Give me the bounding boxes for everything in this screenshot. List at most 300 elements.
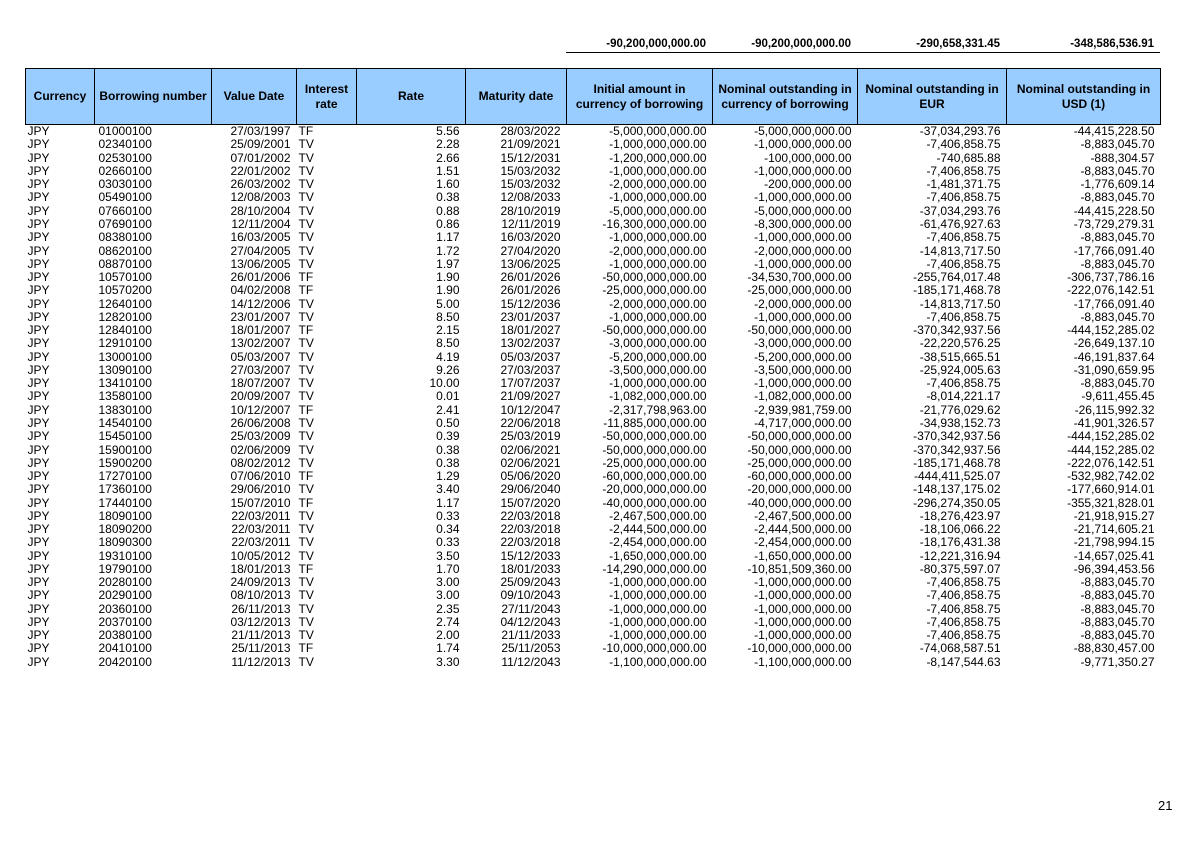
cell-currency: JPY <box>27 323 50 338</box>
cell-nominal-outstanding-usd: -21,714,605.21 <box>1073 522 1155 537</box>
cell-nominal-outstanding-usd: -21,918,915.27 <box>1073 509 1155 523</box>
cell-nominal-outstanding-eur: -7,406,858.75 <box>926 191 1001 205</box>
cell-nominal-outstanding-eur: -7,406,858.75 <box>926 602 1001 616</box>
cell-currency: JPY <box>27 443 50 457</box>
cell-currency: JPY <box>27 270 50 285</box>
table-row <box>26 616 1161 629</box>
page-number: 21 <box>1158 798 1173 813</box>
table-row <box>26 603 1161 616</box>
cell-initial-amount: -50,000,000,000.00 <box>602 323 707 338</box>
cell-interest-rate: TV <box>298 522 314 537</box>
cell-nominal-outstanding-currency: -2,467,500,000.00 <box>754 509 852 523</box>
cell-nominal-outstanding-usd: -8,883,045.70 <box>1080 191 1155 205</box>
cell-rate: 4.19 <box>436 350 460 364</box>
cell-nominal-outstanding-eur: -370,342,937.56 <box>913 323 1001 338</box>
cell-interest-rate: TV <box>298 297 314 311</box>
table-row <box>26 165 1161 178</box>
table-row <box>26 125 1161 139</box>
cell-borrowing-number: 08870100 <box>98 257 152 271</box>
cell-borrowing-number: 12640100 <box>98 297 152 311</box>
cell-currency: JPY <box>27 522 50 537</box>
cell-value-date: 26/06/2008 <box>230 416 291 430</box>
cell-currency: JPY <box>27 191 50 205</box>
cell-interest-rate: TF <box>298 124 314 139</box>
table-row <box>26 510 1161 523</box>
cell-initial-amount: -1,000,000,000.00 <box>609 138 707 152</box>
table-row <box>26 191 1161 204</box>
cell-nominal-outstanding-eur: -7,406,858.75 <box>926 164 1001 178</box>
cell-currency: JPY <box>27 483 50 497</box>
cell-initial-amount: -2,317,798,963.00 <box>609 403 707 417</box>
cell-rate: 1.60 <box>436 178 460 192</box>
cell-value-date: 29/06/2010 <box>230 483 291 497</box>
cell-maturity-date: 22/03/2018 <box>500 509 561 523</box>
cell-nominal-outstanding-usd: -444,152,285.02 <box>1067 443 1155 457</box>
col-header-borrowing-number: Borrowing number <box>95 69 212 125</box>
cell-rate: 1.17 <box>436 231 460 245</box>
cell-currency: JPY <box>27 576 50 590</box>
cell-interest-rate: TF <box>298 403 314 417</box>
cell-maturity-date: 13/06/2025 <box>500 257 561 271</box>
cell-currency: JPY <box>27 377 50 391</box>
cell-value-date: 20/09/2007 <box>230 390 291 404</box>
cell-nominal-outstanding-usd: -8,883,045.70 <box>1080 602 1155 616</box>
cell-initial-amount: -60,000,000,000.00 <box>602 469 707 484</box>
cell-value-date: 08/10/2013 <box>230 589 291 603</box>
borrowings-table <box>25 68 1161 669</box>
cell-value-date: 10/12/2007 <box>230 403 291 417</box>
cell-nominal-outstanding-eur: -7,406,858.75 <box>926 231 1001 245</box>
cell-maturity-date: 05/03/2037 <box>500 350 561 364</box>
cell-initial-amount: -20,000,000,000.00 <box>602 483 707 497</box>
cell-rate: 1.74 <box>436 642 460 656</box>
cell-currency: JPY <box>27 536 50 550</box>
cell-nominal-outstanding-currency: -1,000,000,000.00 <box>754 615 852 629</box>
cell-interest-rate: TV <box>298 430 314 444</box>
col-header-currency: Currency <box>26 69 95 125</box>
cell-currency: JPY <box>27 390 50 404</box>
table-row <box>26 324 1161 337</box>
cell-nominal-outstanding-eur: -1,481,371.75 <box>926 178 1001 192</box>
cell-currency: JPY <box>27 416 50 430</box>
cell-maturity-date: 18/01/2033 <box>500 562 561 576</box>
cell-maturity-date: 26/01/2026 <box>500 270 561 285</box>
table-row <box>26 152 1161 165</box>
cell-initial-amount: -2,000,000,000.00 <box>609 178 707 192</box>
table-row <box>26 443 1161 456</box>
table-row <box>26 297 1161 310</box>
cell-currency: JPY <box>27 562 50 576</box>
cell-nominal-outstanding-usd: -8,883,045.70 <box>1080 615 1155 629</box>
cell-rate: 1.72 <box>436 244 460 258</box>
cell-nominal-outstanding-usd: -8,883,045.70 <box>1080 310 1155 324</box>
cell-nominal-outstanding-eur: -22,220,576.25 <box>919 337 1001 351</box>
cell-rate: 5.56 <box>436 124 460 139</box>
cell-borrowing-number: 01000100 <box>98 124 152 139</box>
cell-interest-rate: TV <box>298 602 314 616</box>
cell-currency: JPY <box>27 602 50 616</box>
cell-currency: JPY <box>27 164 50 178</box>
col-header-value-date: Value Date <box>212 69 297 125</box>
cell-nominal-outstanding-currency: -2,454,000,000.00 <box>754 536 852 550</box>
cell-rate: 0.01 <box>436 390 460 404</box>
cell-maturity-date: 13/02/2037 <box>500 337 561 351</box>
cell-initial-amount: -2,467,500,000.00 <box>609 509 707 523</box>
table-row <box>26 364 1161 377</box>
cell-initial-amount: -50,000,000,000.00 <box>602 270 707 285</box>
cell-nominal-outstanding-currency: -50,000,000,000.00 <box>747 443 852 457</box>
cell-maturity-date: 28/10/2019 <box>500 204 561 218</box>
cell-nominal-outstanding-eur: -18,276,423.97 <box>919 509 1001 523</box>
cell-interest-rate: TV <box>298 191 314 205</box>
cell-nominal-outstanding-eur: -34,938,152.73 <box>919 416 1001 430</box>
cell-nominal-outstanding-eur: -18,106,066.22 <box>919 522 1001 537</box>
cell-nominal-outstanding-usd: -8,883,045.70 <box>1080 377 1155 391</box>
cell-initial-amount: -1,000,000,000.00 <box>609 602 707 616</box>
cell-maturity-date: 22/06/2018 <box>500 416 561 430</box>
cell-interest-rate: TV <box>298 231 314 245</box>
cell-nominal-outstanding-currency: -2,939,981,759.00 <box>754 403 852 417</box>
cell-value-date: 22/01/2002 <box>230 164 291 178</box>
cell-rate: 2.35 <box>436 602 460 616</box>
cell-initial-amount: -5,000,000,000.00 <box>609 124 707 139</box>
cell-nominal-outstanding-eur: -7,406,858.75 <box>926 310 1001 324</box>
cell-initial-amount: -3,000,000,000.00 <box>609 337 707 351</box>
cell-nominal-outstanding-eur: -185,171,468.78 <box>913 456 1001 470</box>
cell-currency: JPY <box>27 257 50 271</box>
cell-nominal-outstanding-eur: -14,813,717.50 <box>919 244 1001 258</box>
cell-nominal-outstanding-usd: -9,771,350.27 <box>1080 655 1155 669</box>
cell-initial-amount: -5,000,000,000.00 <box>609 204 707 218</box>
cell-borrowing-number: 15900100 <box>98 443 152 457</box>
cell-nominal-outstanding-currency: -8,300,000,000.00 <box>754 217 852 231</box>
cell-interest-rate: TV <box>298 310 314 324</box>
cell-borrowing-number: 20370100 <box>98 615 152 629</box>
cell-nominal-outstanding-eur: -370,342,937.56 <box>913 430 1001 444</box>
cell-maturity-date: 27/04/2020 <box>500 244 561 258</box>
cell-borrowing-number: 20360100 <box>98 602 152 616</box>
cell-value-date: 27/03/1997 <box>230 124 291 139</box>
cell-interest-rate: TV <box>298 576 314 590</box>
cell-initial-amount: -1,082,000,000.00 <box>609 390 707 404</box>
cell-nominal-outstanding-eur: -185,171,468.78 <box>913 284 1001 298</box>
cell-borrowing-number: 17360100 <box>98 483 152 497</box>
cell-nominal-outstanding-currency: -2,444,500,000.00 <box>754 522 852 537</box>
cell-initial-amount: -1,100,000,000.00 <box>609 655 707 669</box>
cell-interest-rate: TF <box>298 642 314 656</box>
cell-rate: 2.28 <box>436 138 460 152</box>
cell-initial-amount: -14,290,000,000.00 <box>602 562 707 576</box>
cell-interest-rate: TV <box>298 416 314 430</box>
cell-nominal-outstanding-eur: -80,375,597.07 <box>919 562 1001 576</box>
cell-maturity-date: 05/06/2020 <box>500 469 561 484</box>
cell-nominal-outstanding-usd: -44,415,228.50 <box>1073 124 1155 139</box>
table-row <box>26 642 1161 655</box>
table-row <box>26 536 1161 549</box>
table-row <box>26 404 1161 417</box>
table-row <box>26 351 1161 364</box>
cell-borrowing-number: 08620100 <box>98 244 152 258</box>
cell-nominal-outstanding-eur: -7,406,858.75 <box>926 615 1001 629</box>
cell-borrowing-number: 13410100 <box>98 377 152 391</box>
cell-nominal-outstanding-currency: -40,000,000,000.00 <box>747 496 852 510</box>
cell-nominal-outstanding-eur: -148,137,175.02 <box>913 483 1001 497</box>
cell-initial-amount: -1,200,000,000.00 <box>609 151 707 165</box>
cell-currency: JPY <box>27 178 50 192</box>
cell-maturity-date: 25/09/2043 <box>500 576 561 590</box>
cell-nominal-outstanding-usd: -8,883,045.70 <box>1080 576 1155 590</box>
cell-maturity-date: 27/03/2037 <box>500 363 561 377</box>
cell-currency: JPY <box>27 655 50 669</box>
cell-rate: 0.33 <box>436 536 460 550</box>
cell-initial-amount: -1,000,000,000.00 <box>609 629 707 643</box>
cell-rate: 3.00 <box>436 576 460 590</box>
cell-maturity-date: 21/09/2027 <box>500 390 561 404</box>
cell-value-date: 16/03/2005 <box>230 231 291 245</box>
cell-borrowing-number: 03030100 <box>98 178 152 192</box>
cell-rate: 0.39 <box>436 430 460 444</box>
cell-maturity-date: 10/12/2047 <box>500 403 561 417</box>
cell-nominal-outstanding-usd: -444,152,285.02 <box>1067 430 1155 444</box>
cell-nominal-outstanding-usd: -532,982,742.02 <box>1067 469 1155 484</box>
table-row <box>26 430 1161 443</box>
cell-rate: 0.33 <box>436 509 460 523</box>
cell-interest-rate: TV <box>298 655 314 669</box>
cell-interest-rate: TV <box>298 456 314 470</box>
cell-rate: 9.26 <box>436 363 460 377</box>
cell-initial-amount: -2,444,500,000.00 <box>609 522 707 537</box>
cell-rate: 0.34 <box>436 522 460 537</box>
cell-initial-amount: -11,885,000,000.00 <box>603 416 707 430</box>
cell-nominal-outstanding-usd: -8,883,045.70 <box>1080 164 1155 178</box>
cell-borrowing-number: 02530100 <box>98 151 152 165</box>
cell-borrowing-number: 13830100 <box>98 403 152 417</box>
cell-interest-rate: TV <box>298 589 314 603</box>
table-row <box>26 417 1161 430</box>
cell-interest-rate: TF <box>298 270 314 285</box>
cell-rate: 1.70 <box>436 562 460 576</box>
table-row <box>26 258 1161 271</box>
table-row <box>26 457 1161 470</box>
cell-initial-amount: -1,000,000,000.00 <box>609 377 707 391</box>
cell-currency: JPY <box>27 496 50 510</box>
cell-currency: JPY <box>27 138 50 152</box>
cell-nominal-outstanding-currency: -2,000,000,000.00 <box>754 244 852 258</box>
cell-interest-rate: TF <box>298 323 314 338</box>
cell-value-date: 11/12/2013 <box>231 655 291 669</box>
cell-maturity-date: 15/03/2032 <box>500 178 561 192</box>
col-header-nominal-outstanding-currency: Nominal outstanding in currency of borrowing <box>713 69 858 125</box>
cell-initial-amount: -1,000,000,000.00 <box>609 191 707 205</box>
table-row <box>26 576 1161 589</box>
cell-nominal-outstanding-currency: -5,000,000,000.00 <box>754 204 852 218</box>
cell-value-date: 12/11/2004 <box>231 217 291 231</box>
cell-interest-rate: TV <box>298 350 314 364</box>
table-row <box>26 218 1161 231</box>
cell-borrowing-number: 15450100 <box>98 430 152 444</box>
col-header-nominal-outstanding-usd: Nominal outstanding in USD (1) <box>1007 69 1161 125</box>
cell-borrowing-number: 14540100 <box>98 416 152 430</box>
table-row <box>26 470 1161 483</box>
cell-value-date: 26/01/2006 <box>230 270 291 285</box>
cell-nominal-outstanding-currency: -10,851,509,360.00 <box>747 562 852 576</box>
cell-nominal-outstanding-eur: -8,147,544.63 <box>926 655 1001 669</box>
cell-nominal-outstanding-usd: -306,737,786.16 <box>1067 270 1155 285</box>
cell-value-date: 07/01/2002 <box>230 151 291 165</box>
cell-currency: JPY <box>27 204 50 218</box>
cell-nominal-outstanding-currency: -5,200,000,000.00 <box>754 350 852 364</box>
cell-maturity-date: 09/10/2043 <box>500 589 561 603</box>
cell-nominal-outstanding-currency: -100,000,000.00 <box>764 151 852 165</box>
cell-maturity-date: 22/03/2018 <box>500 536 561 550</box>
cell-value-date: 22/03/2011 <box>231 536 291 550</box>
cell-value-date: 15/07/2010 <box>230 496 291 510</box>
cell-nominal-outstanding-eur: -25,924,005.63 <box>919 363 1001 377</box>
cell-interest-rate: TV <box>298 629 314 643</box>
cell-nominal-outstanding-currency: -200,000,000.00 <box>764 178 852 192</box>
cell-nominal-outstanding-currency: -1,000,000,000.00 <box>754 231 852 245</box>
cell-initial-amount: -2,454,000,000.00 <box>609 536 707 550</box>
table-row <box>26 390 1161 403</box>
cell-nominal-outstanding-currency: -1,000,000,000.00 <box>754 191 852 205</box>
cell-nominal-outstanding-currency: -1,000,000,000.00 <box>754 602 852 616</box>
cell-rate: 3.30 <box>436 655 460 669</box>
cell-rate: 2.15 <box>436 323 460 338</box>
cell-interest-rate: TF <box>298 562 314 576</box>
cell-value-date: 24/09/2013 <box>230 576 291 590</box>
cell-maturity-date: 15/12/2033 <box>500 549 561 563</box>
cell-borrowing-number: 08380100 <box>98 231 152 245</box>
cell-interest-rate: TV <box>298 377 314 391</box>
cell-maturity-date: 02/06/2021 <box>500 456 561 470</box>
cell-nominal-outstanding-usd: -26,649,137.10 <box>1073 337 1155 351</box>
cell-value-date: 12/08/2003 <box>230 191 291 205</box>
cell-borrowing-number: 02340100 <box>98 138 152 152</box>
cell-value-date: 25/09/2001 <box>230 138 291 152</box>
cell-borrowing-number: 15900200 <box>98 456 152 470</box>
totals-table <box>566 36 1160 53</box>
cell-currency: JPY <box>27 642 50 656</box>
cell-initial-amount: -3,500,000,000.00 <box>609 363 707 377</box>
cell-currency: JPY <box>27 629 50 643</box>
cell-value-date: 07/06/2010 <box>230 469 291 484</box>
cell-value-date: 26/11/2013 <box>231 602 291 616</box>
cell-nominal-outstanding-usd: -14,657,025.41 <box>1073 549 1155 563</box>
cell-nominal-outstanding-usd: -8,883,045.70 <box>1080 231 1155 245</box>
cell-initial-amount: -1,000,000,000.00 <box>609 589 707 603</box>
cell-interest-rate: TF <box>298 496 314 510</box>
cell-currency: JPY <box>27 337 50 351</box>
table-row <box>26 550 1161 563</box>
cell-maturity-date: 23/01/2037 <box>500 310 561 324</box>
cell-value-date: 27/04/2005 <box>230 244 291 258</box>
cell-interest-rate: TV <box>298 244 314 258</box>
cell-rate: 2.41 <box>436 403 460 417</box>
cell-currency: JPY <box>27 430 50 444</box>
cell-nominal-outstanding-usd: -46,191,837.64 <box>1073 350 1155 364</box>
cell-borrowing-number: 20410100 <box>98 642 152 656</box>
cell-value-date: 25/11/2013 <box>231 642 291 656</box>
cell-nominal-outstanding-currency: -1,100,000,000.00 <box>754 655 852 669</box>
cell-nominal-outstanding-eur: -37,034,293.76 <box>919 204 1001 218</box>
cell-nominal-outstanding-usd: -88,830,457.00 <box>1073 642 1155 656</box>
cell-nominal-outstanding-currency: -25,000,000,000.00 <box>747 284 852 298</box>
cell-borrowing-number: 13580100 <box>98 390 152 404</box>
table-row <box>26 244 1161 257</box>
cell-nominal-outstanding-usd: -444,152,285.02 <box>1067 323 1155 338</box>
total-nominal-outstanding-currency: -90,200,000,000.00 <box>712 36 857 53</box>
cell-nominal-outstanding-currency: -50,000,000,000.00 <box>747 323 852 338</box>
cell-nominal-outstanding-eur: -740,685.88 <box>936 151 1001 165</box>
cell-nominal-outstanding-eur: -21,776,029.62 <box>919 403 1001 417</box>
cell-initial-amount: -50,000,000,000.00 <box>602 443 707 457</box>
cell-borrowing-number: 18090200 <box>98 522 152 537</box>
cell-interest-rate: TV <box>298 390 314 404</box>
total-nominal-outstanding-eur: -290,658,331.45 <box>857 36 1006 53</box>
cell-interest-rate: TF <box>298 469 314 484</box>
table-row <box>26 496 1161 509</box>
cell-nominal-outstanding-usd: -8,883,045.70 <box>1080 138 1155 152</box>
cell-currency: JPY <box>27 549 50 563</box>
cell-currency: JPY <box>27 615 50 629</box>
cell-rate: 0.38 <box>436 191 460 205</box>
header-row <box>26 69 1161 125</box>
table-row <box>26 337 1161 350</box>
cell-initial-amount: -10,000,000,000.00 <box>602 642 707 656</box>
cell-borrowing-number: 20290100 <box>98 589 152 603</box>
cell-value-date: 18/01/2013 <box>230 562 291 576</box>
cell-nominal-outstanding-eur: -7,406,858.75 <box>926 629 1001 643</box>
cell-borrowing-number: 17440100 <box>98 496 152 510</box>
cell-borrowing-number: 07660100 <box>98 204 152 218</box>
cell-nominal-outstanding-usd: -1,776,609.14 <box>1080 178 1155 192</box>
table-row <box>26 377 1161 390</box>
col-header-nominal-outstanding-eur: Nominal outstanding in EUR <box>858 69 1007 125</box>
cell-currency: JPY <box>27 284 50 298</box>
cell-nominal-outstanding-usd: -9,611,455.45 <box>1081 390 1155 404</box>
cell-nominal-outstanding-eur: -12,221,316.94 <box>919 549 1001 563</box>
cell-currency: JPY <box>27 151 50 165</box>
cell-nominal-outstanding-eur: -370,342,937.56 <box>913 443 1001 457</box>
cell-nominal-outstanding-currency: -1,000,000,000.00 <box>754 164 852 178</box>
cell-currency: JPY <box>27 350 50 364</box>
cell-currency: JPY <box>27 469 50 484</box>
cell-interest-rate: TV <box>298 178 314 192</box>
cell-maturity-date: 25/03/2019 <box>500 430 561 444</box>
cell-interest-rate: TV <box>298 363 314 377</box>
cell-rate: 5.00 <box>436 297 460 311</box>
table-row <box>26 271 1161 284</box>
cell-currency: JPY <box>27 363 50 377</box>
cell-value-date: 25/03/2009 <box>230 430 291 444</box>
cell-interest-rate: TV <box>298 151 314 165</box>
cell-currency: JPY <box>27 297 50 311</box>
cell-nominal-outstanding-usd: -26,115,992.32 <box>1074 403 1155 417</box>
cell-nominal-outstanding-usd: -17,766,091.40 <box>1073 297 1155 311</box>
cell-borrowing-number: 20420100 <box>98 655 152 669</box>
cell-rate: 1.51 <box>436 164 460 178</box>
cell-interest-rate: TV <box>298 164 314 178</box>
cell-value-date: 10/05/2012 <box>230 549 291 563</box>
table-row <box>26 656 1161 669</box>
cell-initial-amount: -1,000,000,000.00 <box>609 310 707 324</box>
cell-nominal-outstanding-eur: -7,406,858.75 <box>926 138 1001 152</box>
total-nominal-outstanding-usd: -348,586,536.91 <box>1006 36 1160 53</box>
cell-value-date: 13/06/2005 <box>230 257 291 271</box>
cell-nominal-outstanding-currency: -1,650,000,000.00 <box>754 549 852 563</box>
cell-initial-amount: -50,000,000,000.00 <box>602 430 707 444</box>
cell-interest-rate: TV <box>298 509 314 523</box>
